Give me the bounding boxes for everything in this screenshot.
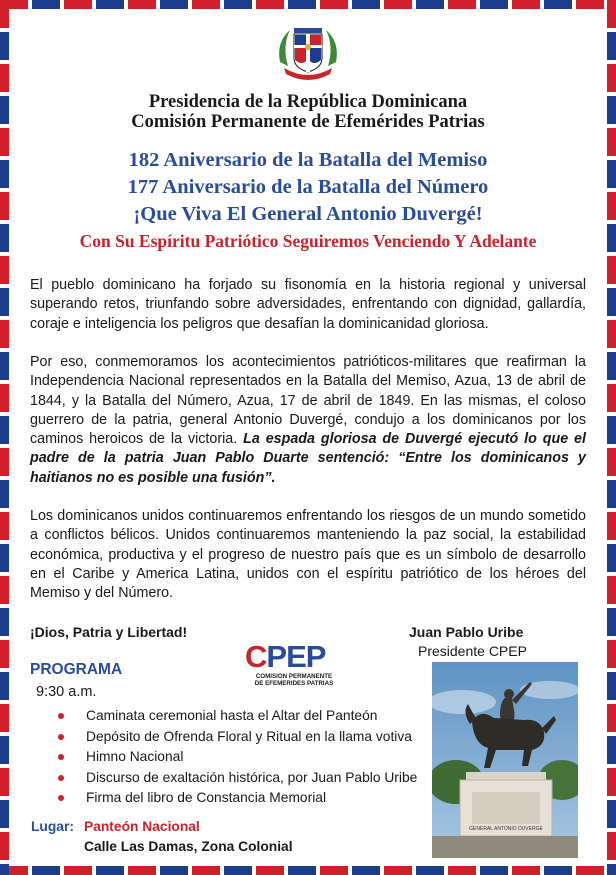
- cpep-logo-letters: [245, 640, 325, 674]
- programa-time: 9:30 a.m.: [36, 684, 97, 700]
- list-item-label: Firma del libro de Constancia Memorial: [86, 790, 327, 806]
- org-name-line2: Comisión Permanente de Efemérides Patrias: [131, 112, 485, 132]
- list-item: [58, 706, 417, 727]
- paragraph-2-quote: La espada gloriosa de Duvergé ejecutó lo que el padre de la patria Juan Pablo Duarte sentenció: “Entre los dominicanos y haitianos no es posible una fusión”.: [30, 431, 586, 486]
- org-name-line1: Presidencia de la República Dominicana: [148, 92, 468, 112]
- cpep-logo-c: C: [245, 639, 267, 674]
- paragraph-3: Los dominicanos unidos continuaremos enfrentando los riesgos de un mundo sometido a conflictos bélicos. Unidos continuaremos manteniendo la paz social, la estabilidad económica, productiva y el progreso de nuestro país que es un símbolo de desarrollo en el Caribe y America Latina, unidos con el espíritu patriótico de los héroes del Memiso y del Número.: [30, 508, 586, 602]
- list-item-label: Depósito de Ofrenda Floral y Ritual en la llama votiva: [86, 728, 412, 744]
- list-item-label: Discurso de exaltación histórica, por Juan Pablo Uribe: [86, 769, 418, 785]
- signer-title: Presidente CPEP: [418, 643, 527, 659]
- lugar-place: Panteón Nacional: [84, 819, 200, 834]
- lugar-address: Calle Las Damas, Zona Colonial: [84, 839, 293, 854]
- programa-heading: PROGRAMA: [30, 661, 123, 678]
- bullet-icon: [58, 775, 64, 781]
- list-item: [58, 788, 417, 809]
- border-bottom: [0, 866, 616, 875]
- paragraph-2-text: Por eso, conmemoramos los acontecimientos patrióticos-militares que reafirman la Independencia Nacional representados en la Batalla del Memiso, Azua, 13 de abril de 1844, y la Batalla del Número, Azua, 17 de abril de 1849. En las mismas, el coloso guerrero de la patria, general Antonio Duvergé, condujo a los dominicanos por los caminos heroicos de la victoria.: [30, 354, 586, 448]
- programa-list: [58, 706, 417, 809]
- bullet-icon: [58, 754, 64, 760]
- border-left: [0, 0, 9, 875]
- title-memiso: 182 Aniversario de la Batalla del Memiso: [128, 149, 488, 171]
- bullet-icon: [58, 795, 64, 801]
- paragraph-2: [30, 353, 586, 488]
- title-numero: 177 Aniversario de la Batalla del Número: [127, 176, 489, 198]
- cpep-logo-subtitle: [249, 673, 339, 687]
- signer-name: Juan Pablo Uribe: [409, 624, 524, 640]
- list-item-label: Himno Nacional: [86, 749, 184, 765]
- cpep-logo-subtitle-line2: DE EFEMERIDES PATRIAS: [254, 680, 334, 687]
- border-right: [607, 0, 616, 875]
- monument-plaque: GENERAL ANTONIO DUVERGE: [469, 826, 543, 832]
- list-item: [58, 747, 417, 768]
- title-duverge: ¡Que Viva El General Antonio Duvergé!: [133, 203, 483, 225]
- paragraph-1: El pueblo dominicano ha forjado su fisonomía en la historia regional y universal superando retos, triunfando sobre adversidades, enfrentando con dignidad, gallardía, coraje e inteligencia los peligros que desafían la dominicanidad gloriosa.: [30, 277, 586, 332]
- closing-lema: ¡Dios, Patria y Libertad!: [30, 624, 188, 640]
- cpep-logo-pep: PEP: [266, 639, 326, 674]
- bullet-icon: [58, 734, 64, 740]
- list-item: [58, 727, 417, 748]
- coat-of-arms-icon: [272, 22, 344, 90]
- cpep-logo-subtitle-line1: COMISION PERMANENTE: [255, 673, 333, 680]
- list-item: [58, 768, 417, 789]
- lugar-label: Lugar:: [31, 819, 74, 834]
- duverge-monument-image: [432, 662, 578, 858]
- bullet-icon: [58, 713, 64, 719]
- cpep-logo: [245, 640, 335, 690]
- motto: Con Su Espíritu Patriótico Seguiremos Venciendo Y Adelante: [79, 231, 537, 251]
- border-top: [0, 0, 616, 9]
- list-item-label: Caminata ceremonial hasta el Altar del Panteón: [86, 708, 378, 723]
